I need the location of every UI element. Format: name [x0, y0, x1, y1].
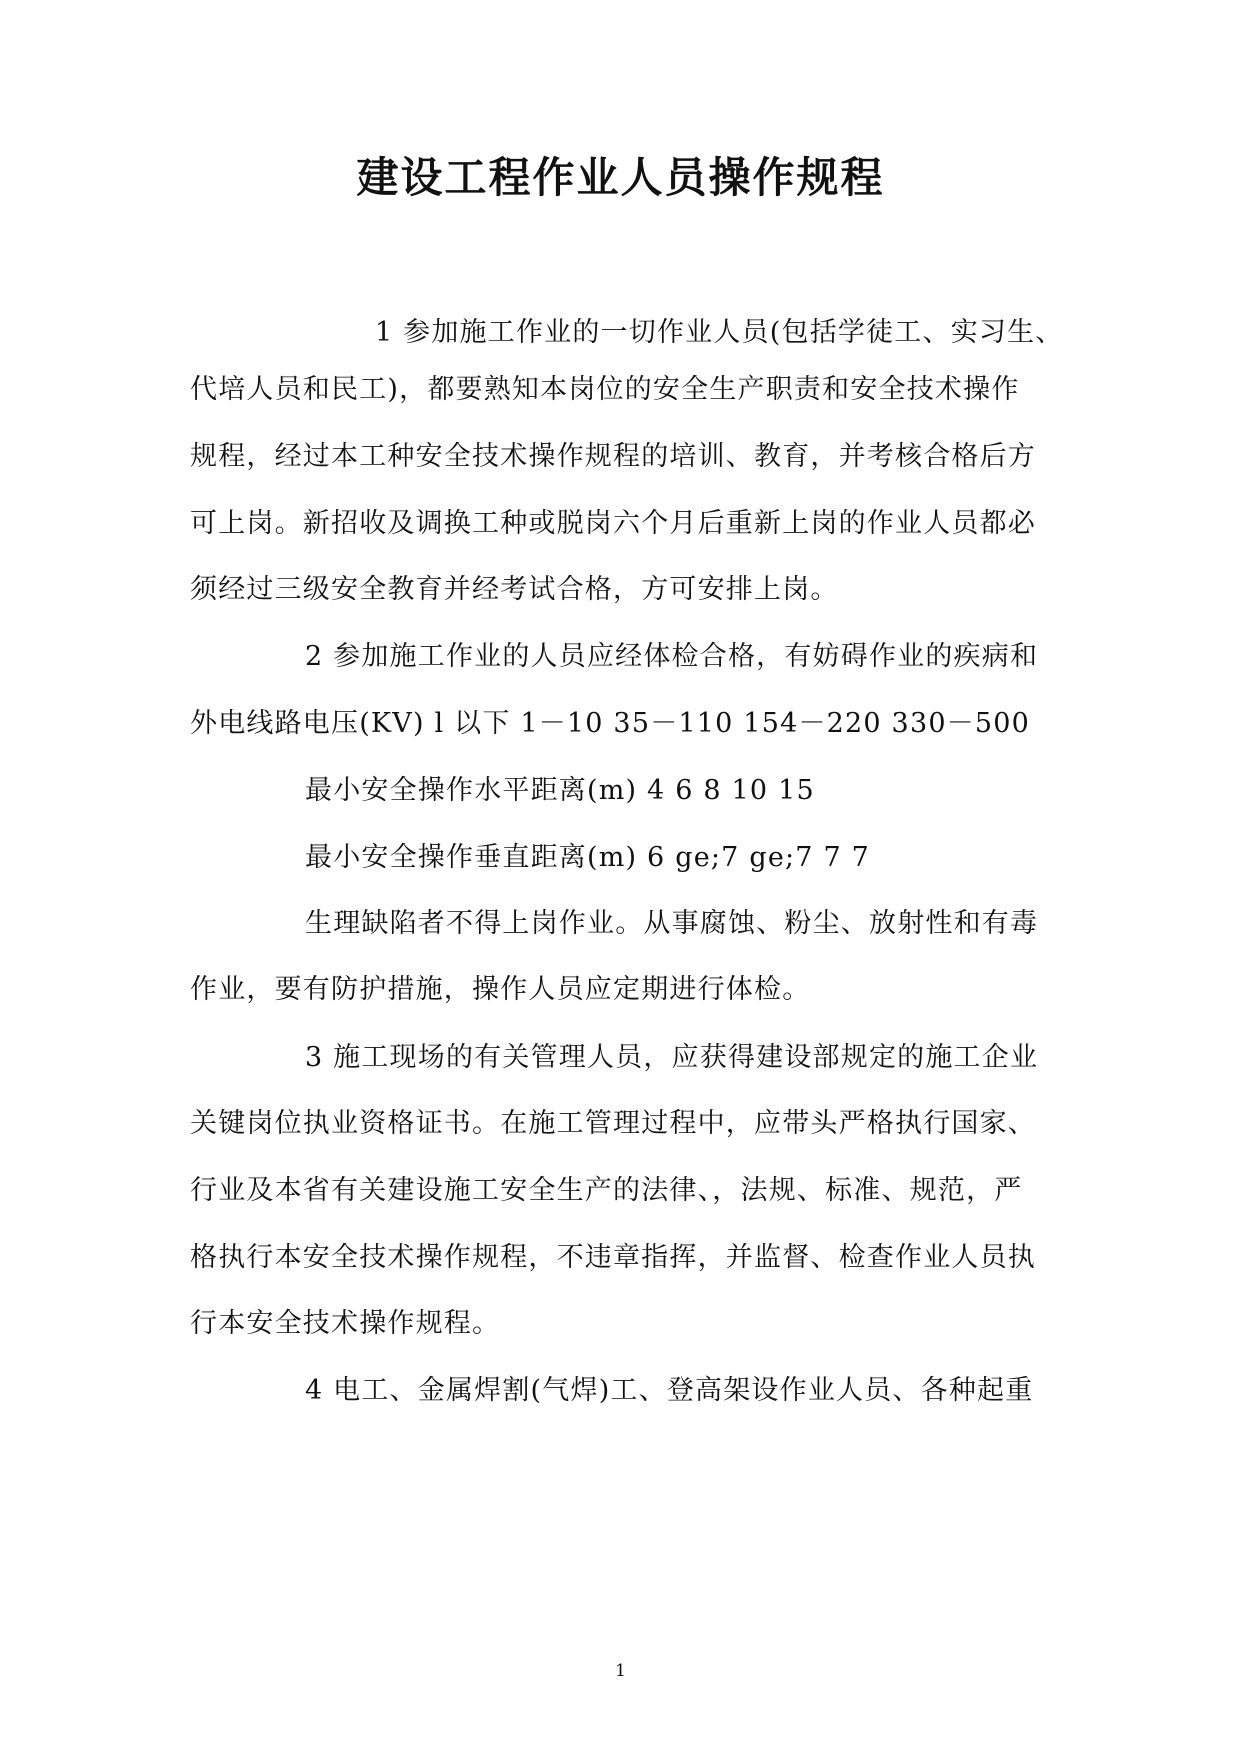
body-line: 作业，要有防护措施，操作人员应定期进行体检。 — [190, 974, 811, 1005]
body-line: 格执行本安全技术操作规程，不违章指挥，并监督、检查作业人员执 — [190, 1242, 1036, 1273]
body-line: 外电线路电压(KV) l 以下 1－10 35－110 154－220 330－500 — [190, 708, 1031, 739]
body-line: 行本安全技术操作规程。 — [190, 1308, 501, 1339]
body-line: 可上岗。新招收及调换工种或脱岗六个月后重新上岗的作业人员都必 — [190, 508, 1036, 539]
document-title: 建设工程作业人员操作规程 — [356, 153, 885, 202]
body-line: 代培人员和民工)，都要熟知本岗位的安全生产职责和安全技术操作 — [190, 374, 1020, 405]
body-line: 须经过三级安全教育并经考试合格，方可安排上岗。 — [190, 574, 839, 605]
body-line: 4 电工、金属焊割(气焊)工、登高架设作业人员、各种起重 — [305, 1375, 1034, 1406]
body-line: 3 施工现场的有关管理人员，应获得建设部规定的施工企业 — [305, 1042, 1039, 1073]
body-line: 最小安全操作垂直距离(m) 6 ge;7 ge;7 7 7 — [305, 842, 870, 873]
page-number: 1 — [615, 1661, 626, 1681]
body-line: 关键岗位执业资格证书。在施工管理过程中，应带头严格执行国家、 — [190, 1108, 1036, 1139]
body-line: 2 参加施工作业的人员应经体检合格，有妨碍作业的疾病和 — [305, 641, 1039, 672]
body-line: 1 参加施工作业的一切作业人员(包括学徒工、实习生、 — [375, 317, 1064, 348]
body-line: 最小安全操作水平距离(m) 4 6 8 10 15 — [305, 775, 815, 806]
body-line: 生理缺陷者不得上岗作业。从事腐蚀、粉尘、放射性和有毒 — [305, 908, 1039, 939]
body-line: 行业及本省有关建设施工安全生产的法律、，法规、标准、规范，严 — [190, 1175, 1023, 1206]
body-line: 规程，经过本工种安全技术操作规程的培训、教育，并考核合格后方 — [190, 441, 1036, 472]
